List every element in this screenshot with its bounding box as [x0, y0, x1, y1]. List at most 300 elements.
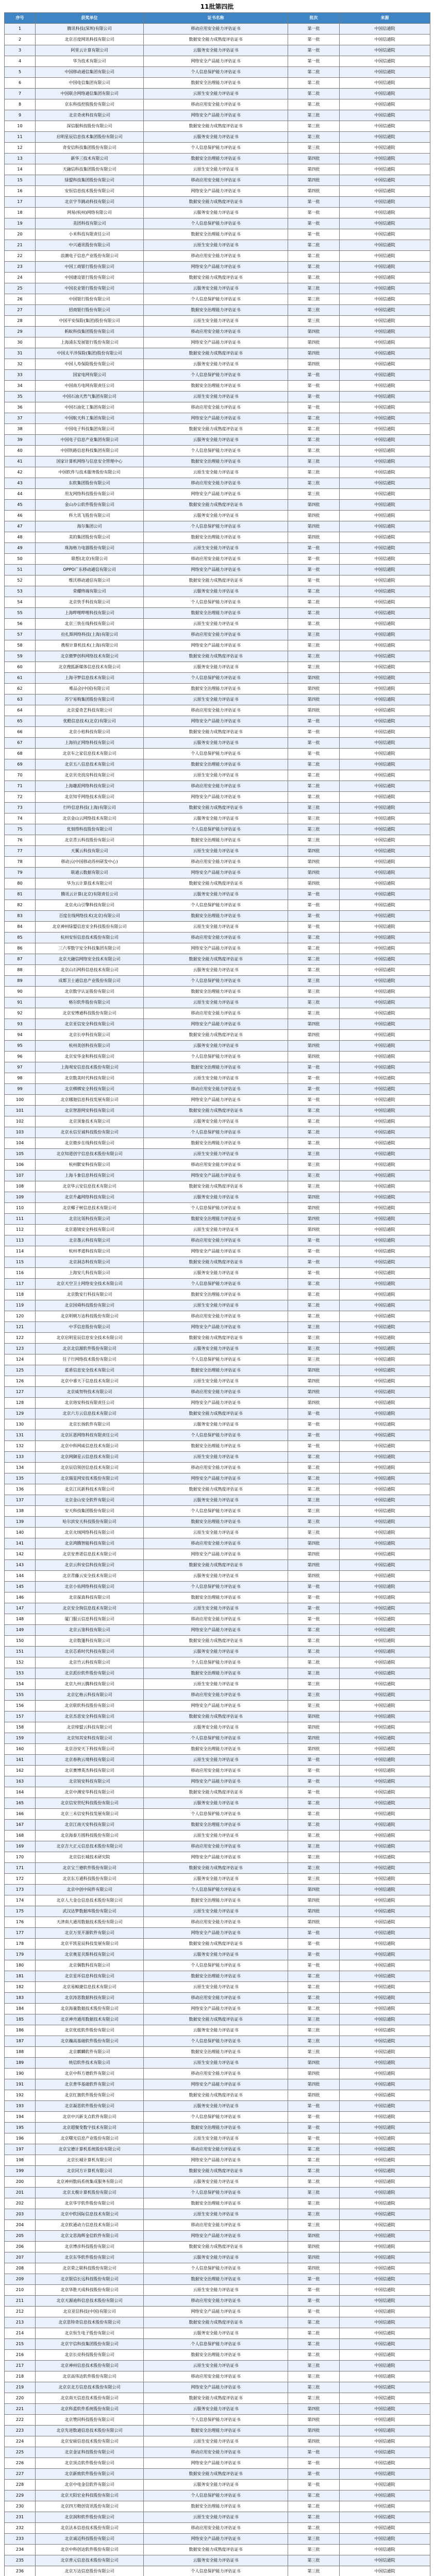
cell-organization: 北京瑞星网安技术股份有限公司: [36, 1473, 144, 1484]
cell-index: 1: [5, 24, 36, 35]
table-row: [5, 2512, 430, 2523]
table-row: [5, 2274, 430, 2285]
cell-source: 中国信通院: [340, 878, 430, 889]
cell-index: 73: [5, 803, 36, 814]
cell-certificate: 数据安全能力成熟度评估证书: [144, 1106, 288, 1116]
table-row: [5, 446, 430, 456]
cell-index: 142: [5, 1549, 36, 1560]
table-row: [5, 889, 430, 900]
cell-organization: 北京太极计算机股份有限公司: [36, 2188, 144, 2198]
table-row: [5, 1614, 430, 1625]
cell-source: 中国信通院: [340, 1398, 430, 1409]
cell-batch: 第二批: [288, 1473, 340, 1484]
cell-index: 172: [5, 1874, 36, 1885]
table-row: [5, 1062, 430, 1073]
cell-organization: 北京明朝万达科技股份有限公司: [36, 1311, 144, 1322]
cell-batch: 第三批: [288, 316, 340, 327]
cell-source: 中国信通院: [340, 2112, 430, 2123]
cell-batch: 第二批: [288, 89, 340, 99]
cell-index: 52: [5, 575, 36, 586]
cell-certificate: 网络安全产品能力评估证书: [144, 1171, 288, 1181]
cell-certificate: 个人信息保护能力评估证书: [144, 2112, 288, 2123]
cell-batch: 第三批: [288, 2534, 340, 2545]
cell-source: 中国信通院: [340, 2328, 430, 2339]
cell-certificate: 云原生安全能力评估证书: [144, 316, 288, 327]
cell-index: 66: [5, 727, 36, 738]
cell-index: 206: [5, 2242, 36, 2252]
cell-index: 231: [5, 2512, 36, 2523]
table-row: [5, 792, 430, 803]
cell-certificate: 个人信息保护能力评估证书: [144, 1582, 288, 1592]
table-row: [5, 922, 430, 933]
table-row: [5, 2166, 430, 2177]
cell-index: 90: [5, 987, 36, 997]
cell-index: 45: [5, 500, 36, 511]
cell-index: 18: [5, 208, 36, 218]
cell-index: 174: [5, 1895, 36, 1906]
cell-organization: 北京神州绿盟信息安全科技股份有限公司: [36, 922, 144, 933]
cell-source: 中国信通院: [340, 2177, 430, 2188]
cell-index: 117: [5, 1279, 36, 1290]
table-row: [5, 1246, 430, 1257]
cell-batch: 第一批: [288, 56, 340, 67]
cell-batch: 第一批: [288, 2469, 340, 2480]
table-body: [5, 24, 430, 2576]
cell-organization: 北京润和软件股份有限公司: [36, 2512, 144, 2523]
cell-index: 94: [5, 1030, 36, 1041]
cell-batch: 第三批: [288, 997, 340, 1008]
cell-index: 111: [5, 1214, 36, 1225]
cell-index: 32: [5, 359, 36, 370]
cell-source: 中国信通院: [340, 2025, 430, 2036]
cell-index: 234: [5, 2545, 36, 2555]
cell-index: 61: [5, 673, 36, 684]
cell-organization: 北京科蓝软件系统股份有限公司: [36, 2404, 144, 2415]
cell-certificate: 个人信息保护能力评估证书: [144, 370, 288, 381]
cell-certificate: 数据安全能力成熟度评估证书: [144, 1257, 288, 1268]
cell-index: 103: [5, 1127, 36, 1138]
cell-batch: 第三批: [288, 132, 340, 143]
cell-organization: 用友网络科技股份有限公司: [36, 489, 144, 500]
cell-index: 205: [5, 2231, 36, 2242]
cell-certificate: 数据安全治理能力评估证书: [144, 1744, 288, 1755]
cell-organization: 北京杰思安全科技有限公司: [36, 1711, 144, 1722]
table-row: [5, 381, 430, 392]
cell-index: 207: [5, 2252, 36, 2263]
table-row: [5, 2307, 430, 2317]
table-row: [5, 2317, 430, 2328]
cell-certificate: 个人信息保护能力评估证书: [144, 976, 288, 987]
cell-source: 中国信通院: [340, 218, 430, 229]
table-row: [5, 987, 430, 997]
cell-batch: 第二批: [288, 2177, 340, 2188]
cell-organization: 行吟信息科技(上海)有限公司: [36, 803, 144, 814]
cell-batch: 第一批: [288, 1950, 340, 1960]
cell-organization: 北京威努特技术有限公司: [36, 1387, 144, 1398]
cell-organization: 北京三快在线科技有限公司: [36, 619, 144, 630]
cell-index: 170: [5, 1852, 36, 1863]
cell-index: 41: [5, 456, 36, 467]
cell-batch: 第四批: [288, 1538, 340, 1549]
cell-source: 中国信通院: [340, 2198, 430, 2209]
cell-batch: 第一批: [288, 392, 340, 402]
cell-source: 中国信通院: [340, 305, 430, 316]
cell-source: 中国信通院: [340, 2555, 430, 2566]
cell-certificate: 网络安全产品能力评估证书: [144, 56, 288, 67]
cell-source: 中国信通院: [340, 154, 430, 164]
cell-certificate: 移动应用安全能力评估证书: [144, 2069, 288, 2079]
cell-index: 127: [5, 1387, 36, 1398]
cell-certificate: 数据安全能力成熟度评估证书: [144, 197, 288, 208]
cell-index: 200: [5, 2177, 36, 2188]
cell-organization: 北京信安世纪科技股份有限公司: [36, 1798, 144, 1809]
cell-batch: 第二批: [288, 1463, 340, 1473]
cell-batch: 第四批: [288, 1214, 340, 1225]
cell-certificate: 个人信息保护能力评估证书: [144, 218, 288, 229]
table-row: [5, 424, 430, 435]
cell-batch: 第二批: [288, 1647, 340, 1657]
cell-index: 181: [5, 1971, 36, 1982]
cell-index: 163: [5, 1776, 36, 1787]
cell-certificate: 网络安全产品能力评估证书: [144, 489, 288, 500]
table-row: [5, 954, 430, 965]
cell-organization: 北京中睿天下信息技术有限公司: [36, 1376, 144, 1387]
header-batch: 批次: [288, 13, 340, 24]
cell-certificate: 云原生安全能力评估证书: [144, 2133, 288, 2144]
cell-index: 183: [5, 1993, 36, 2004]
header-source: 来源: [340, 13, 430, 24]
cell-certificate: 个人信息保护能力评估证书: [144, 2566, 288, 2576]
cell-certificate: 移动应用安全能力评估证书: [144, 2371, 288, 2382]
table-row: [5, 1214, 430, 1225]
cell-organization: 北京四方精创资讯股份有限公司: [36, 2501, 144, 2512]
cell-source: 中国信通院: [340, 1376, 430, 1387]
cell-index: 44: [5, 489, 36, 500]
cell-organization: 北京金山云网络技术有限公司: [36, 814, 144, 824]
table-row: [5, 619, 430, 630]
cell-batch: 第一批: [288, 716, 340, 727]
cell-organization: 苏宁易购集团股份有限公司: [36, 694, 144, 705]
table-row: [5, 218, 430, 229]
cell-batch: 第三批: [288, 2209, 340, 2220]
cell-certificate: 网络安全产品能力评估证书: [144, 413, 288, 424]
cell-index: 176: [5, 1917, 36, 1928]
cell-source: 中国信通院: [340, 99, 430, 110]
table-row: [5, 197, 430, 208]
table-row: [5, 1885, 430, 1895]
cell-certificate: 数据安全治理能力评估证书: [144, 2350, 288, 2361]
table-row: [5, 2555, 430, 2566]
cell-index: 227: [5, 2469, 36, 2480]
table-row: [5, 2231, 430, 2242]
cell-batch: 第二批: [288, 2501, 340, 2512]
cell-batch: 第四批: [288, 705, 340, 716]
cell-certificate: 数据安全能力成熟度评估证书: [144, 2166, 288, 2177]
cell-source: 中国信通院: [340, 1387, 430, 1398]
cell-organization: 北京同方计算机有限公司: [36, 2166, 144, 2177]
cell-source: 中国信通院: [340, 1582, 430, 1592]
table-row: [5, 2004, 430, 2014]
cell-organization: 北京中科方德软件有限公司: [36, 2069, 144, 2079]
cell-organization: 北京珞安科技有限责任公司: [36, 1398, 144, 1409]
cell-certificate: 移动应用安全能力评估证书: [144, 251, 288, 262]
cell-source: 中国信通院: [340, 889, 430, 900]
cell-organization: 北京涛思数据科技有限公司: [36, 1993, 144, 2004]
cell-source: 中国信通院: [340, 846, 430, 857]
cell-certificate: 数据安全治理能力评估证书: [144, 987, 288, 997]
cell-source: 中国信通院: [340, 2047, 430, 2058]
cell-batch: 第四批: [288, 1041, 340, 1052]
cell-source: 中国信通院: [340, 2242, 430, 2252]
cell-source: 中国信通院: [340, 1484, 430, 1495]
table-row: [5, 532, 430, 543]
table-row: [5, 1744, 430, 1755]
cell-certificate: 数据安全能力成熟度评估证书: [144, 651, 288, 662]
cell-index: 116: [5, 1268, 36, 1279]
cell-organization: 海尔集团公司: [36, 521, 144, 532]
cell-batch: 第四批: [288, 1376, 340, 1387]
cell-organization: 蓝盾信息安全技术有限公司: [36, 1365, 144, 1376]
cell-index: 189: [5, 2058, 36, 2069]
cell-index: 136: [5, 1484, 36, 1495]
cell-batch: 第三批: [288, 814, 340, 824]
cell-batch: 第二批: [288, 99, 340, 110]
table-row: [5, 1939, 430, 1950]
cell-certificate: 云原生安全能力评估证书: [144, 1603, 288, 1614]
cell-source: 中国信通院: [340, 2231, 430, 2242]
cell-batch: 第三批: [288, 2014, 340, 2025]
cell-batch: 第三批: [288, 294, 340, 305]
cell-organization: 北京瀚高基础软件股份有限公司: [36, 2036, 144, 2047]
cell-source: 中国信通院: [340, 954, 430, 965]
cell-organization: 中国平安保险(集团)股份有限公司: [36, 316, 144, 327]
cell-source: 中国信通院: [340, 987, 430, 997]
cell-certificate: 云服务安全能力评估证书: [144, 662, 288, 673]
cell-source: 中国信通院: [340, 2166, 430, 2177]
cell-index: 150: [5, 1636, 36, 1647]
cell-index: 229: [5, 2490, 36, 2501]
cell-index: 232: [5, 2523, 36, 2534]
cell-source: 中国信通院: [340, 2252, 430, 2263]
cell-batch: 第一批: [288, 2101, 340, 2112]
cell-certificate: 数据安全能力成熟度评估证书: [144, 2242, 288, 2252]
table-row: [5, 2382, 430, 2393]
cell-source: 中国信通院: [340, 121, 430, 132]
table-row: [5, 1711, 430, 1722]
cell-organization: 美团科技有限公司: [36, 218, 144, 229]
cell-batch: 第一批: [288, 45, 340, 56]
cell-source: 中国信通院: [340, 1041, 430, 1052]
cell-source: 中国信通院: [340, 1755, 430, 1766]
cell-organization: 北京偶数科技有限公司: [36, 1960, 144, 1971]
table-row: [5, 1106, 430, 1116]
cell-organization: 天津南大通用数据技术股份有限公司: [36, 1917, 144, 1928]
cell-organization: 北京万里开源软件有限公司: [36, 1928, 144, 1939]
cell-batch: 第二批: [288, 2317, 340, 2328]
cell-certificate: 数据安全能力成熟度评估证书: [144, 2469, 288, 2480]
cell-index: 184: [5, 2004, 36, 2014]
cell-batch: 第三批: [288, 1354, 340, 1365]
cell-organization: 北京洞态科技有限公司: [36, 1257, 144, 1268]
cell-index: 60: [5, 662, 36, 673]
table-row: [5, 2090, 430, 2101]
table-row: [5, 1787, 430, 1798]
cell-certificate: 数据安全能力成熟度评估证书: [144, 2317, 288, 2328]
cell-organization: 北京六方云信息技术有限公司: [36, 1409, 144, 1419]
table-row: [5, 1095, 430, 1106]
cell-index: 211: [5, 2296, 36, 2307]
cell-certificate: 个人信息保护能力评估证书: [144, 1960, 288, 1971]
cell-batch: 第一批: [288, 1095, 340, 1106]
cell-organization: 北京红旗软件股份有限公司: [36, 2090, 144, 2101]
table-row: [5, 316, 430, 327]
cell-batch: 第二批: [288, 67, 340, 78]
cell-index: 84: [5, 922, 36, 933]
table-row: [5, 2014, 430, 2025]
cell-organization: 北京曙光信息产业股份有限公司: [36, 2133, 144, 2144]
cell-index: 122: [5, 1333, 36, 1344]
cell-source: 中国信通院: [340, 110, 430, 121]
cell-organization: 北京南天信息技术股份有限公司: [36, 2393, 144, 2404]
table-row: [5, 467, 430, 478]
cell-source: 中国信通院: [340, 2209, 430, 2220]
cell-source: 中国信通院: [340, 575, 430, 586]
cell-index: 30: [5, 337, 36, 348]
table-row: [5, 673, 430, 684]
cell-certificate: 云原生安全能力评估证书: [144, 2285, 288, 2296]
cell-index: 114: [5, 1246, 36, 1257]
cell-index: 140: [5, 1528, 36, 1538]
cell-organization: 中孚信息股份有限公司: [36, 1322, 144, 1333]
cell-batch: 第三批: [288, 987, 340, 997]
table-row: [5, 2144, 430, 2155]
table-row: [5, 1019, 430, 1030]
cell-source: 中国信通院: [340, 1571, 430, 1582]
cell-index: 197: [5, 2144, 36, 2155]
cell-batch: 第三批: [288, 283, 340, 294]
cell-index: 5: [5, 67, 36, 78]
cell-source: 中国信通院: [340, 900, 430, 911]
cell-organization: 北京青藤云安全技术有限公司: [36, 1571, 144, 1582]
cell-source: 中国信通院: [340, 1960, 430, 1971]
table-row: [5, 24, 430, 35]
cell-batch: 第二批: [288, 2523, 340, 2534]
cell-batch: 第四批: [288, 2090, 340, 2101]
cell-certificate: 网络安全产品能力评估证书: [144, 1398, 288, 1409]
cell-index: 143: [5, 1560, 36, 1571]
table-row: [5, 511, 430, 521]
cell-index: 27: [5, 305, 36, 316]
table-row: [5, 143, 430, 154]
cell-batch: 第二批: [288, 446, 340, 456]
cell-source: 中国信通院: [340, 2285, 430, 2296]
cell-certificate: 云原生安全能力评估证书: [144, 619, 288, 630]
cell-index: 100: [5, 1095, 36, 1106]
cell-batch: 第二批: [288, 251, 340, 262]
cell-source: 中国信通院: [340, 1538, 430, 1549]
table-row: [5, 2393, 430, 2404]
cell-index: 23: [5, 262, 36, 273]
cell-source: 中国信通院: [340, 1311, 430, 1322]
cell-organization: 国家计算机网络与信息安全管理中心: [36, 456, 144, 467]
cell-source: 中国信通院: [340, 694, 430, 705]
cell-batch: 第一批: [288, 1614, 340, 1625]
cell-certificate: 数据安全治理能力评估证书: [144, 154, 288, 164]
cell-batch: 第四批: [288, 521, 340, 532]
cell-source: 中国信通院: [340, 2480, 430, 2490]
cell-organization: 中国石油化工集团有限公司: [36, 402, 144, 413]
cell-source: 中国信通院: [340, 370, 430, 381]
table-row: [5, 2566, 430, 2576]
table-row: [5, 1322, 430, 1333]
cell-batch: 第二批: [288, 1106, 340, 1116]
cell-source: 中国信通院: [340, 2371, 430, 2382]
cell-certificate: 移动应用安全能力评估证书: [144, 1311, 288, 1322]
cell-batch: 第二批: [288, 943, 340, 954]
cell-organization: 北京天空卫士网络安全技术有限公司: [36, 1279, 144, 1290]
cell-organization: 新华三技术有限公司: [36, 154, 144, 164]
cell-source: 中国信通院: [340, 1798, 430, 1809]
cell-organization: 北京智游网安科技有限公司: [36, 1106, 144, 1116]
cell-organization: 中国南方电网有限责任公司: [36, 381, 144, 392]
table-row: [5, 662, 430, 673]
cell-batch: 第三批: [288, 1506, 340, 1517]
cell-batch: 第三批: [288, 478, 340, 489]
cell-index: 126: [5, 1376, 36, 1387]
cell-source: 中国信通院: [340, 565, 430, 575]
cell-batch: 第四批: [288, 1895, 340, 1906]
cell-organization: 优酷信息技术(北京)有限公司: [36, 716, 144, 727]
cell-organization: 北京江民新科技术有限公司: [36, 1484, 144, 1495]
cell-organization: 珠海格力电器股份有限公司: [36, 543, 144, 554]
cell-index: 81: [5, 889, 36, 900]
cell-certificate: 个人信息保护能力评估证书: [144, 1052, 288, 1062]
cell-certificate: 移动应用安全能力评估证书: [144, 1993, 288, 2004]
cell-source: 中国信通院: [340, 1517, 430, 1528]
cell-certificate: 云服务安全能力评估证书: [144, 2025, 288, 2036]
cell-certificate: 云服务安全能力评估证书: [144, 2328, 288, 2339]
cell-batch: 第四批: [288, 500, 340, 511]
cell-certificate: 个人信息保护能力评估证书: [144, 1279, 288, 1290]
cell-batch: 第三批: [288, 630, 340, 640]
cell-certificate: 数据安全治理能力评估证书: [144, 684, 288, 694]
table-row: [5, 803, 430, 814]
cell-source: 中国信通院: [340, 1181, 430, 1192]
cell-certificate: 云原生安全能力评估证书: [144, 1376, 288, 1387]
cell-source: 中国信通院: [340, 1895, 430, 1906]
cell-batch: 第三批: [288, 2220, 340, 2231]
cell-certificate: 云服务安全能力评估证书: [144, 814, 288, 824]
cell-source: 中国信通院: [340, 2512, 430, 2523]
cell-source: 中国信通院: [340, 868, 430, 878]
cell-source: 中国信通院: [340, 1419, 430, 1430]
cell-source: 中国信通院: [340, 1106, 430, 1116]
cell-organization: 北京顶象技术有限公司: [36, 1116, 144, 1127]
cell-source: 中国信通院: [340, 2545, 430, 2555]
cell-source: 中国信通院: [340, 835, 430, 846]
cell-index: 83: [5, 911, 36, 922]
table-row: [5, 1636, 430, 1647]
table-row: [5, 965, 430, 976]
cell-index: 55: [5, 608, 36, 619]
cell-index: 93: [5, 1019, 36, 1030]
cell-certificate: 移动应用安全能力评估证书: [144, 1538, 288, 1549]
table-row: [5, 911, 430, 922]
table-row: [5, 933, 430, 943]
cell-certificate: 移动应用安全能力评估证书: [144, 402, 288, 413]
cell-certificate: 云服务安全能力评估证书: [144, 889, 288, 900]
table-row: [5, 976, 430, 987]
